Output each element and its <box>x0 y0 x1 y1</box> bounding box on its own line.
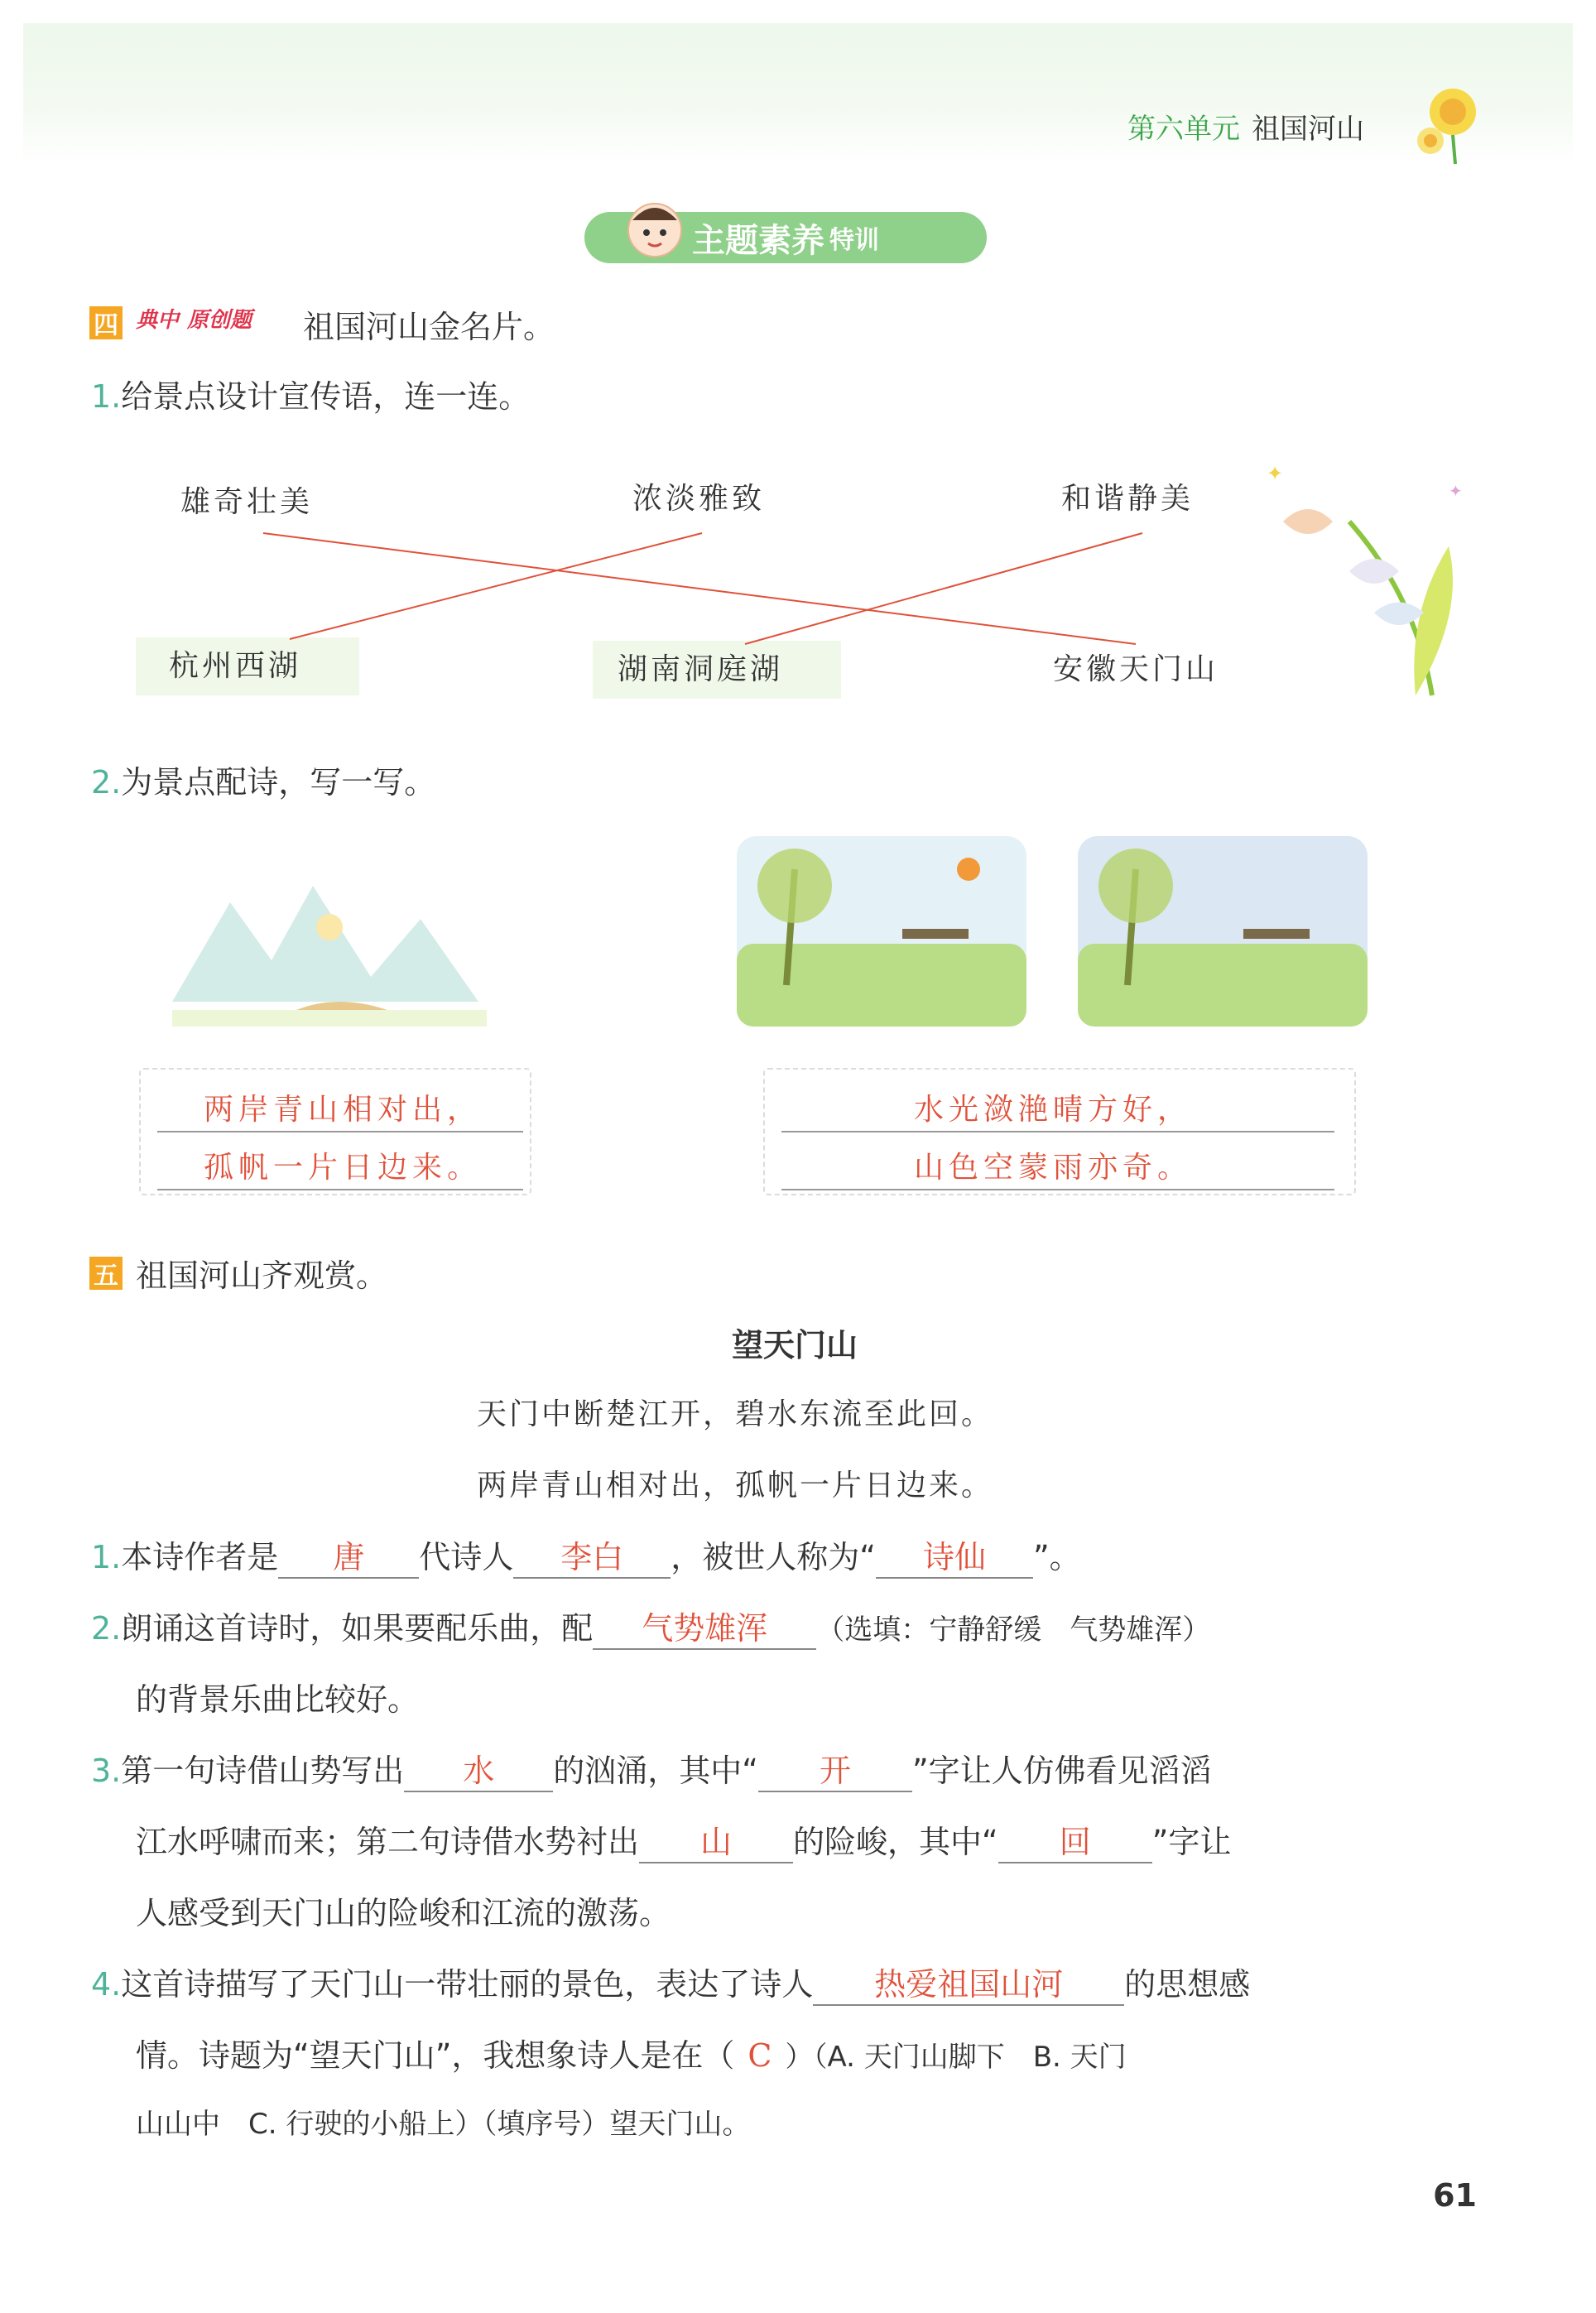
place-2: 湖南洞庭湖 <box>593 641 841 699</box>
slogan-3: 和谐静美 <box>1061 482 1195 516</box>
question-text: ”。 <box>1032 1539 1081 1575</box>
question-number: 1. <box>91 378 122 415</box>
answer-title: 诗仙 <box>922 1539 986 1575</box>
poem-title: 望天门山 <box>732 1326 858 1363</box>
answer-blank <box>813 1959 1124 2006</box>
question-5-4-line2 <box>136 2030 1127 2075</box>
tag-original: 原创题 <box>187 308 252 333</box>
question-text: 第一句诗借山势写出 <box>121 1753 405 1789</box>
question-options: ）（A. 天门山脚下 B. 天门 <box>785 2041 1127 2074</box>
answer-blank <box>513 1532 671 1579</box>
answer-dynasty: 唐 <box>333 1539 365 1575</box>
unit-topic: 祖国河山 <box>1252 113 1364 146</box>
banner-sub: 特训 <box>829 226 879 255</box>
question-text: 本诗作者是 <box>121 1539 279 1575</box>
question-options: （选填：宁静舒缓 气势雄浑） <box>816 1613 1211 1647</box>
section-badge-5: 五 <box>89 1257 123 1290</box>
question-5-3-line2 <box>136 1816 1231 1863</box>
answer-blank <box>998 1816 1152 1863</box>
svg-text:✦: ✦ <box>1267 462 1284 485</box>
answer-kai: 开 <box>819 1753 851 1789</box>
poem-line-2: 两岸青山相对出，孤帆一片日边来。 <box>477 1469 994 1503</box>
west-lake-illustration-1 <box>737 836 1026 1027</box>
page-number: 61 <box>1433 2177 1477 2214</box>
answer-blank <box>278 1532 419 1579</box>
question-5-2 <box>91 1603 1210 1650</box>
answer-line <box>157 1189 523 1190</box>
poem-answer-right-2: 山色空蒙雨亦奇。 <box>914 1151 1193 1185</box>
answer-emotion: 热爱祖国山河 <box>874 1966 1064 2003</box>
answer-blank <box>404 1745 553 1792</box>
slogan-2: 浓淡雅致 <box>632 482 766 516</box>
answer-hui: 回 <box>1059 1824 1091 1860</box>
question-text: 这首诗描写了天门山一带壮丽的景色，表达了诗人 <box>121 1966 814 2003</box>
slogan-1: 雄奇壮美 <box>180 485 314 519</box>
answer-choice: C <box>748 2037 772 2074</box>
answer-blank <box>639 1816 793 1863</box>
answer-line <box>157 1131 523 1132</box>
question-text: 代诗人 <box>419 1539 514 1575</box>
lily-flower-illustration <box>1250 447 1473 704</box>
question-text: 的险峻，其中“ <box>793 1824 998 1860</box>
banner-main: 主题素养 <box>692 221 824 260</box>
answer-poet: 李白 <box>560 1539 624 1575</box>
section-5-title: 祖国河山齐观赏。 <box>136 1257 388 1294</box>
place-3: 安徽天门山 <box>1053 652 1219 686</box>
question-number: 4. <box>91 1966 122 2003</box>
section-badge-4: 四 <box>89 306 123 339</box>
tag-dianzhong: 典中 <box>136 308 180 333</box>
answer-blank <box>876 1532 1033 1579</box>
question-5-2-cont: 的背景乐曲比较好。 <box>136 1681 420 1718</box>
question-4-2 <box>91 757 435 802</box>
match-line-2 <box>290 533 702 639</box>
poem-answer-left-2: 孤帆一片日边来。 <box>204 1151 483 1185</box>
answer-water: 水 <box>463 1753 495 1789</box>
answer-blank <box>593 1603 816 1650</box>
question-text: ，被世人称为“ <box>671 1539 876 1575</box>
question-5-1 <box>91 1532 1081 1579</box>
question-text: 情。诗题为“望天门山”，我想象诗人是在（ <box>136 2037 735 2074</box>
question-text: 为景点配诗，写一写。 <box>121 764 436 801</box>
section-4-title: 祖国河山金名片。 <box>303 309 555 345</box>
place-1: 杭州西湖 <box>136 637 359 695</box>
question-5-4-line3: 山山中 C. 行驶的小船上）（填序号）望天门山。 <box>136 2108 751 2141</box>
question-text: ”字让人仿佛看见滔滔 <box>911 1753 1212 1789</box>
west-lake-illustration-2 <box>1078 836 1368 1027</box>
question-text: 江水呼啸而来；第二句诗借水势衬出 <box>136 1824 640 1860</box>
answer-mountain: 山 <box>700 1824 733 1860</box>
poem-line-1: 天门中断楚江开，碧水东流至此回。 <box>477 1397 994 1431</box>
match-line-3 <box>745 533 1142 644</box>
match-line-1 <box>263 533 1136 644</box>
tianmen-mountain-illustration <box>172 853 487 1027</box>
question-text: 的思想感 <box>1124 1966 1251 2003</box>
question-5-3-line3: 人感受到天门山的险峻和江流的激荡。 <box>136 1895 671 1931</box>
answer-line <box>781 1131 1334 1132</box>
poem-answer-left-1: 两岸青山相对出， <box>204 1093 483 1127</box>
unit-label: 第六单元 <box>1127 113 1240 146</box>
question-number: 2. <box>91 1610 122 1647</box>
question-text: ”字让 <box>1151 1824 1232 1860</box>
question-5-3 <box>91 1745 1212 1792</box>
answer-line <box>781 1189 1334 1190</box>
question-text: 给景点设计宣传语，连一连。 <box>121 378 531 415</box>
question-number: 1. <box>91 1539 122 1575</box>
poem-answer-right-1: 水光潋滟晴方好， <box>914 1093 1193 1127</box>
question-number: 2. <box>91 764 122 801</box>
question-5-4 <box>91 1959 1250 2006</box>
answer-music-style: 气势雄浑 <box>642 1610 768 1647</box>
question-text: 的汹涌，其中“ <box>553 1753 758 1789</box>
question-text: 朗诵这首诗时，如果要配乐曲，配 <box>121 1610 594 1647</box>
svg-text:✦: ✦ <box>1449 481 1463 501</box>
question-number: 3. <box>91 1753 122 1789</box>
answer-blank <box>758 1745 912 1792</box>
